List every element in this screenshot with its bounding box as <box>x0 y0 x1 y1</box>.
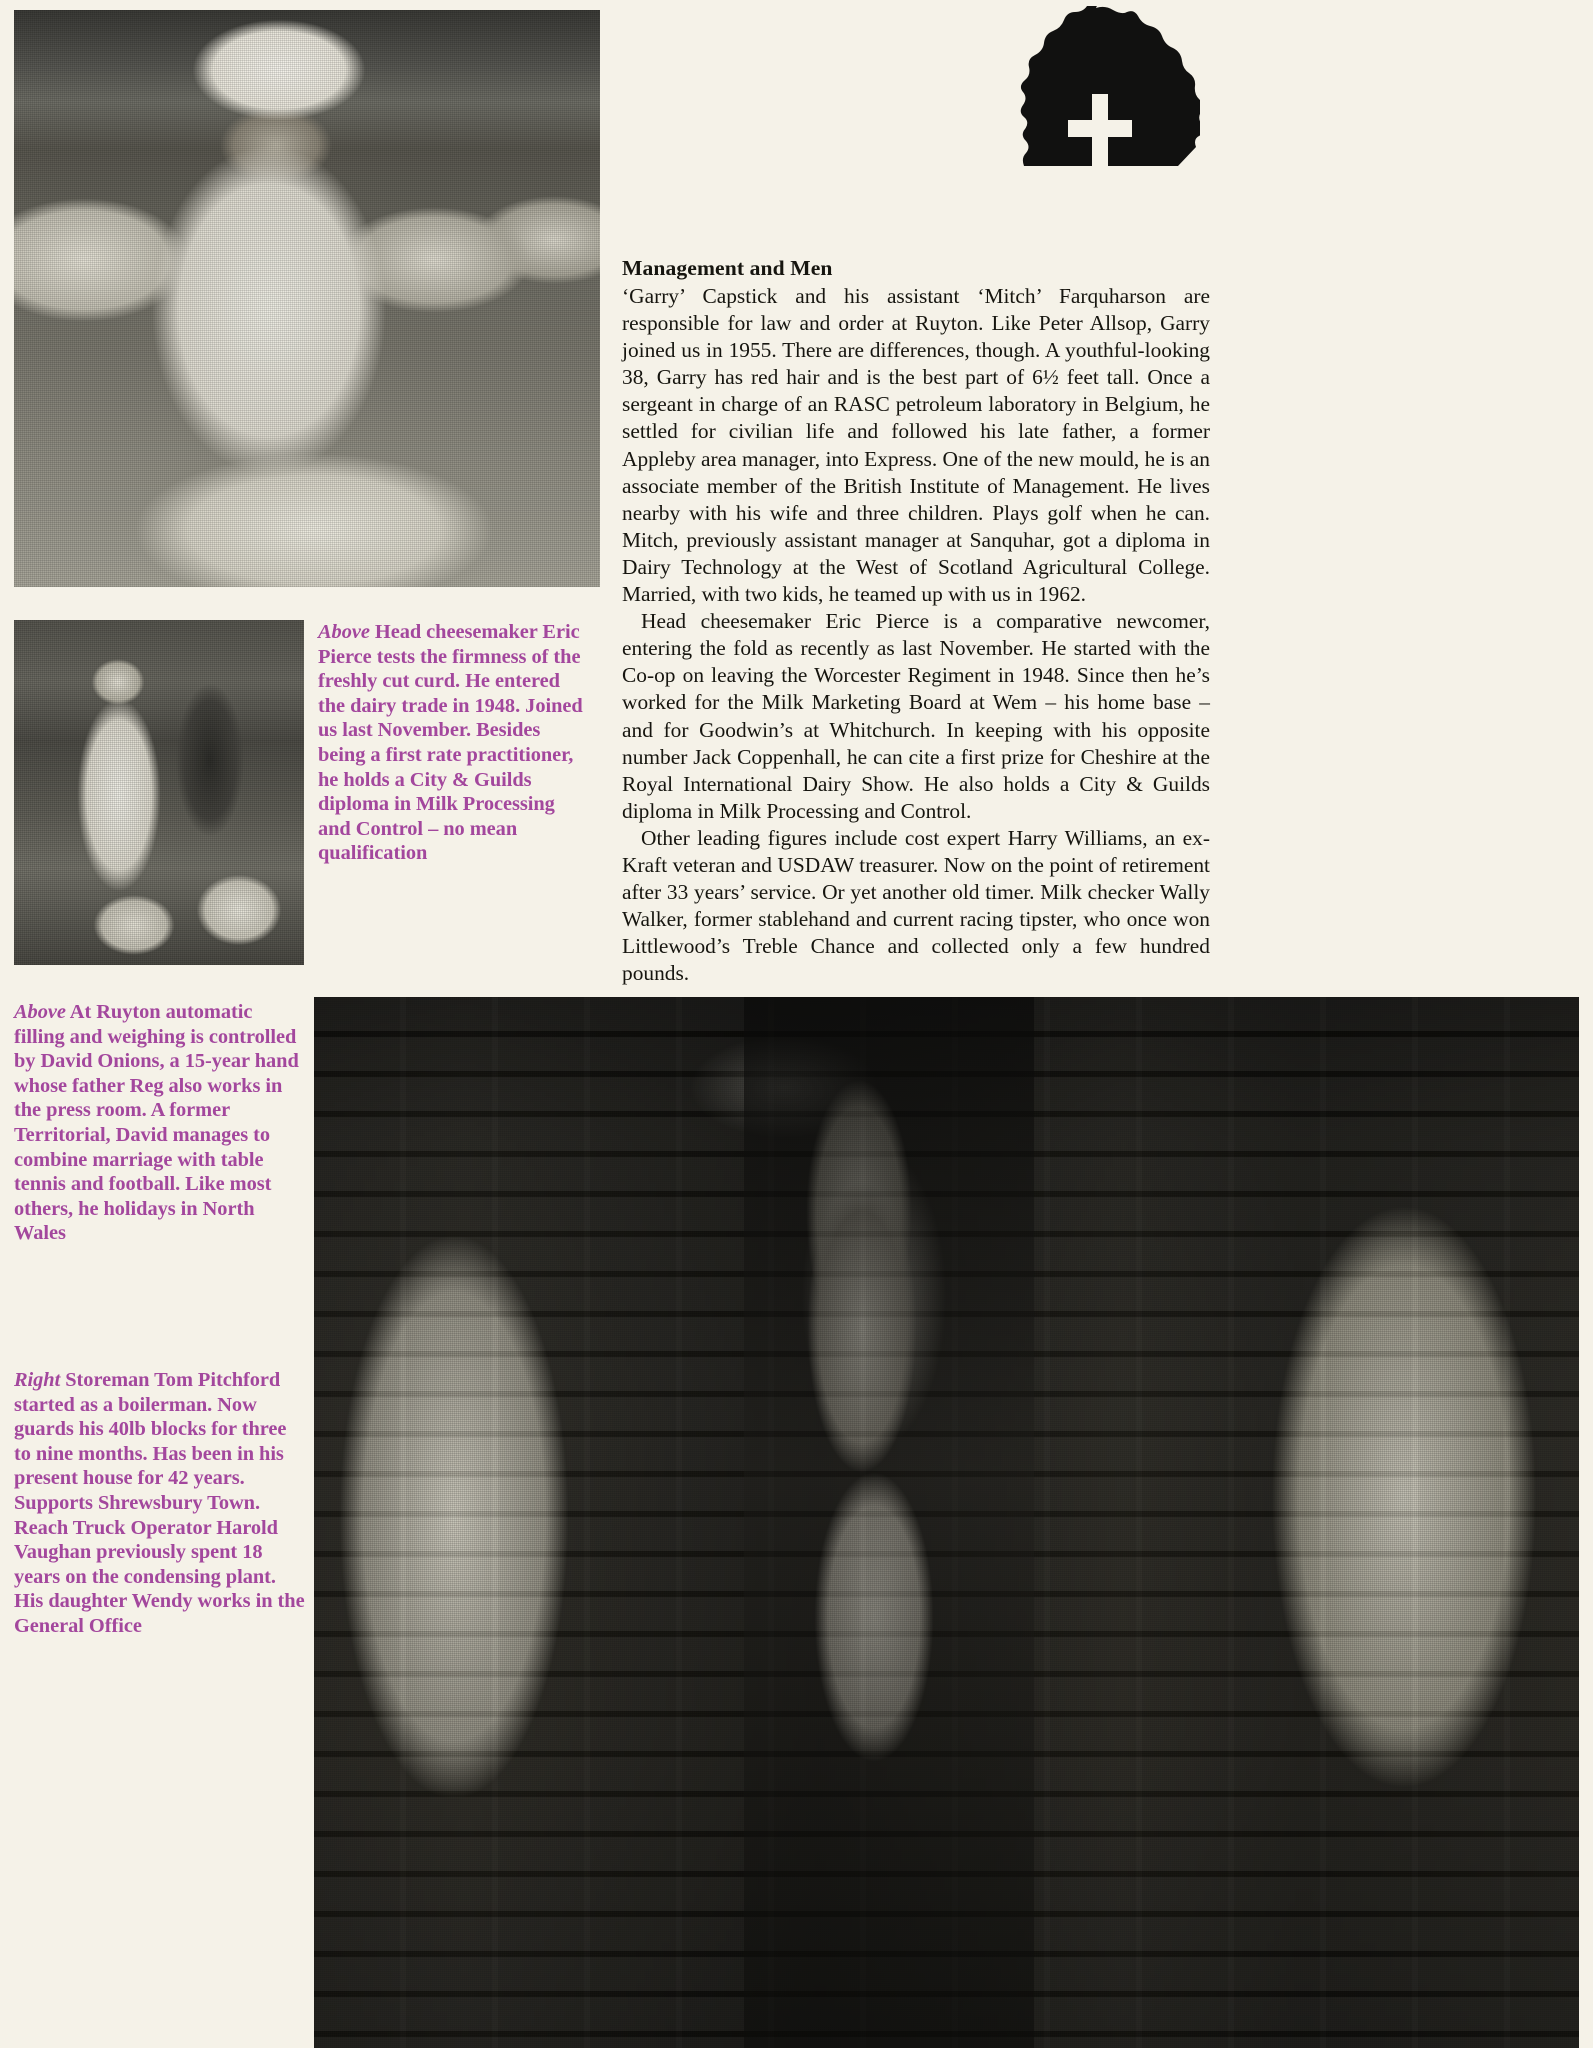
photo-cheesemaker <box>14 10 600 587</box>
photo-cheesemaker-image <box>14 10 600 587</box>
article-paragraph-3: Other leading figures include cost expert Harry Williams, an ex-Kraft veteran and USDAW treasurer. Now on the point of retirement after 33 years’ service. Or yet another old timer. Milk checker Wally Walker, former stablehand and current racing tipster, who once won Littlewood’s Treble Chance and collected only a few hundred pounds. <box>622 825 1210 986</box>
article-paragraph-2: Head cheesemaker Eric Pierce is a comparative newcomer, entering the fold as recently as last November. He started with the Co-op on leaving the Worcester Regiment in 1948. Since then he’s worked for the Milk Marketing Board at Wem – his home base – and for Goodwin’s at Whitchurch. In keeping with his opposite number Jack Coppenhall, he can cite a first prize for Cheshire at the Royal International Dairy Show. He also holds a City & Guilds diploma in Milk Processing and Control. <box>622 609 1210 823</box>
photo-pressroom-image <box>14 620 304 965</box>
caption-onions <box>14 1000 306 1246</box>
page-title: Management and Men <box>622 256 833 280</box>
caption-lead-in: Right <box>14 1369 61 1391</box>
article-column <box>622 255 1210 987</box>
photo-warehouse-aisle <box>744 997 1034 2048</box>
article-paragraph-1: ‘Garry’ Capstick and his assistant ‘Mitch’ Farquharson are responsible for law and order at Ruyton. Like Peter Allsop, Garry joined us in 1955. There are differences, though. A youthful-looking 38, Garry has red hair and is the best part of 6½ feet tall. Once a sergeant in charge of an RASC petroleum laboratory in Belgium, he settled for civilian life and followed his late father, a former Appleby area manager, into Express. One of the new mould, he is an associate member of the British Institute of Management. He lives nearby with his wife and three children. Plays golf when he can. Mitch, previously assistant manager at Sanquhar, got a diploma in Dairy Technology at the West of Scotland Agricultural College. Married, with two kids, he teamed up with us in 1962. <box>622 284 1210 607</box>
caption-text: Storeman Tom Pitchford started as a boilerman. Now guards his 40lb blocks for three to nine months. Has been in his present house for 42 years. Supports Shrewsbury Town. Reach Truck Operator Harold Vaughan previously spent 18 years on the condensing plant. His daughter Wendy works in the General Office <box>14 1369 305 1637</box>
caption-lead-in: Above <box>14 1001 66 1023</box>
caption-pitchford <box>14 1368 306 1639</box>
gravestone-shape <box>1021 6 1200 166</box>
gravestone-with-cross-icon <box>1000 6 1200 166</box>
photo-pressroom <box>14 620 304 965</box>
caption-lead-in: Above <box>318 621 370 643</box>
photo-warehouse <box>314 997 1579 2048</box>
caption-text: Head cheesemaker Eric Pierce tests the firmness of the freshly cut curd. He entered the dairy trade in 1948. Joined us last November. Besides being a first rate practitioner, he holds a City & Guilds diploma in Milk Processing and Control – no mean qualification <box>318 621 583 865</box>
caption-cheesemaker <box>318 620 590 866</box>
caption-text: At Ruyton automatic filling and weighing is controlled by David Onions, a 15-year hand whose father Reg also works in the press room. A former Territorial, David manages to combine marriage with table tennis and football. Like most others, he holidays in North Wales <box>14 1001 299 1245</box>
